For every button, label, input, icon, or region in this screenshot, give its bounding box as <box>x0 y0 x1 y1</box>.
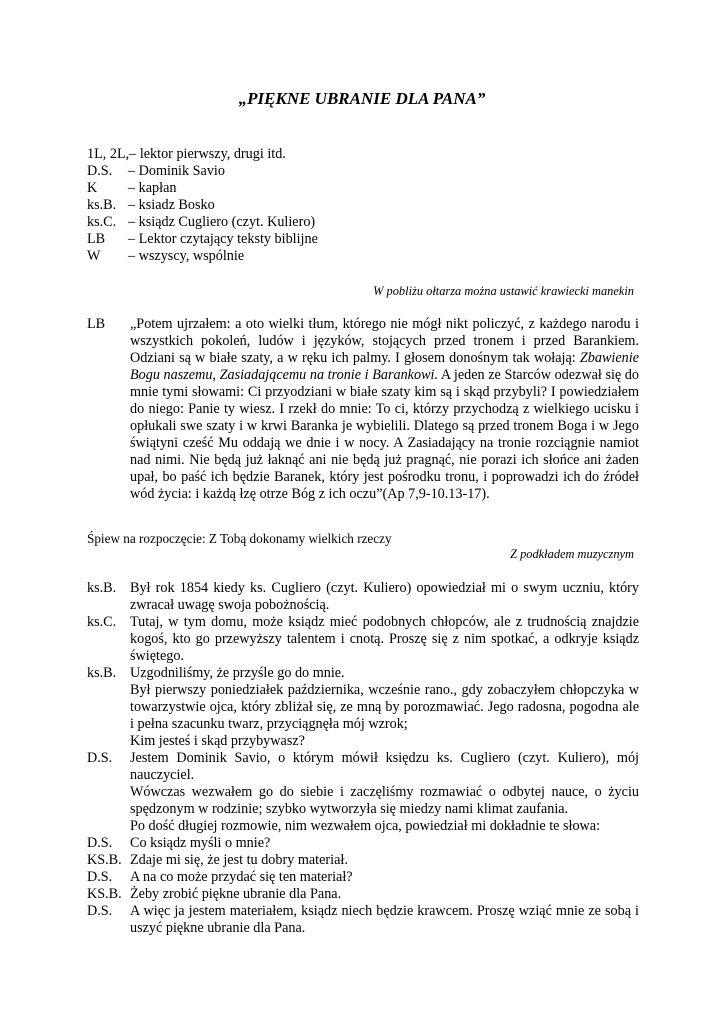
reading-quote-italic: Zbawienie Bogu naszemu, Zasiadającemu na tronie i Barankowi. <box>130 350 639 383</box>
speaker-label: ks.B. <box>87 665 117 681</box>
legend-row <box>87 214 647 231</box>
dialog-section <box>87 580 639 937</box>
reading-text-part: A jeden ze Starców odezwał się do mnie tymi słowami: Ci przyodziani w białe szaty kim są i skąd przybyli? I powiedziałem do niego: Panie ty wiesz. I rzekł do mnie: To ci, którzy przychodzą z wielkiego ucisku i opłukali swe szaty i w krwi Baranka je wybielili. Dlatego są przed tronem Boga i w Jego świątyni cześć Mu oddają we dnie i w nocy. A Zasiadający na tronie rozciągnie namiot nad nimi. Nie będą już łaknąć ani nie będą już pragnąć, nie porazi ich słońce ani żaden upał, bo paść ich będzie Baranek, który jest pośrodku tronu, i poprowadzi ich do źródeł wód życia: i każdą łzę otrze Bóg z ich oczu”(Ap 7,9-10.13-17). <box>130 367 639 502</box>
reading-text-part: „Potem ujrzałem: a oto wielki tłum, którego nie mógł nikt policzyć, z każdego narodu i wszystkich pokoleń, ludów i języków, stojących przed tronem i przed Barankiem. Odziani są w białe szaty, a w ręku ich palmy. I głosem donośnym tak wołają: <box>130 316 639 366</box>
dialog-line: Żeby zrobić piękne ubranie dla Pana. <box>130 886 342 902</box>
dialog-entry <box>87 869 639 886</box>
dialog-line: A więc ja jestem materiałem, ksiądz niech będzie krawcem. Proszę wziąć mnie ze sobą i uszyć piękne ubranie dla Pana. <box>130 903 639 936</box>
reading-entry <box>87 316 639 503</box>
dialog-text <box>130 665 639 750</box>
legend-desc: – wszyscy, wspólnie <box>128 248 245 264</box>
dialog-entry <box>87 750 639 835</box>
dialog-line: Uzgodniliśmy, że przyśle go do mnie. <box>130 665 345 681</box>
dialog-text <box>130 750 639 835</box>
legend-abbr: W <box>87 248 101 264</box>
speaker-label: ks.B. <box>87 580 117 596</box>
legend-row <box>87 180 647 197</box>
speaker-label: D.S. <box>87 869 113 885</box>
dialog-text <box>130 903 639 937</box>
dialog-line: Po dość długiej rozmowie, nim wezwałem ojca, powiedział mi dokładnie te słowa: <box>130 818 601 834</box>
reading-text <box>130 316 639 503</box>
dialog-text <box>130 869 639 886</box>
dialog-entry <box>87 903 639 937</box>
dialog-entry <box>87 580 639 614</box>
stage-note-music: Z podkładem muzycznym <box>510 547 634 561</box>
legend-row <box>87 163 647 180</box>
dialog-text <box>130 852 639 869</box>
dialog-line: Zdaje mi się, że jest tu dobry materiał. <box>130 852 348 868</box>
opening-song: Śpiew na rozpoczęcie: Z Tobą dokonamy wielkich rzeczy <box>87 531 392 546</box>
page-title: „PIĘKNE UBRANIE DLA PANA” <box>238 89 486 108</box>
dialog-line: Tutaj, w tym domu, może ksiądz mieć podobnych chłopców, ale z trudnością znajdzie kogoś, kto go przewyższy talentem i cnotą. Proszę się z nim spotkać, a odkryje ksiądz świętego. <box>130 614 639 664</box>
dialog-entry <box>87 614 639 665</box>
bible-reading <box>87 316 639 503</box>
dialog-entry <box>87 835 639 852</box>
dialog-entry <box>87 886 639 903</box>
legend-row <box>87 197 647 214</box>
dialog-entry <box>87 665 639 750</box>
dialog-line: Kim jesteś i skąd przybywasz? <box>130 733 305 749</box>
legend-desc: – kapłan <box>128 180 177 196</box>
legend-abbr: D.S. <box>87 163 113 179</box>
legend-desc: – ksiądz Cugliero (czyt. Kuliero) <box>128 214 316 230</box>
speaker-label: D.S. <box>87 750 113 766</box>
speaker-label: ks.C. <box>87 614 117 630</box>
dialog-line: Wówczas wezwałem go do siebie i zaczęliśmy rozmawiać o odbytej nauce, o życiu spędzonym w rodzinie; szybko wytworzyła się miedzy nami klimat zaufania. <box>130 784 639 817</box>
stage-note-mannequin: W pobliżu ołtarza można ustawić krawiecki manekin <box>373 284 634 298</box>
legend-desc: – lektor pierwszy, drugi itd. <box>129 146 286 162</box>
legend-abbr: ks.C. <box>87 214 117 230</box>
speaker-label: D.S. <box>87 903 113 919</box>
dialog-line: Jestem Dominik Savio, o którym mówił księdzu ks. Cugliero (czyt. Kuliero), mój nauczyciel. <box>130 750 639 783</box>
dialog-text <box>130 614 639 665</box>
legend-desc: – Lektor czytający teksty biblijne <box>128 231 318 247</box>
legend-abbr: LB <box>87 231 106 247</box>
dialog-line: Był pierwszy poniedziałek października, wcześnie rano., gdy zobaczyłem chłopczyka w towarzystwie ojca, który zbliżał się, ze mną by porozmawiać. Jego radosna, pogodna ale i pełna szacunku twarz, przyciągnęła mój wzrok; <box>130 682 639 732</box>
legend-row <box>87 248 647 265</box>
dialog-text <box>130 580 639 614</box>
legend-row <box>87 231 647 248</box>
legend-desc: – ksiadz Bosko <box>128 197 215 213</box>
speaker-label: LB <box>87 316 106 332</box>
dialog-text <box>130 886 639 903</box>
legend-desc: – Dominik Savio <box>128 163 225 179</box>
dialog-line: A na co może przydać się ten materiał? <box>130 869 353 885</box>
dialog-text <box>130 835 639 852</box>
dialog-line: Co ksiądz myśli o mnie? <box>130 835 271 851</box>
speaker-label: KS.B. <box>87 886 122 902</box>
legend-abbr: K <box>87 180 98 196</box>
legend-row <box>87 146 647 163</box>
dialog-entry <box>87 852 639 869</box>
legend-abbr: ks.B. <box>87 197 117 213</box>
speaker-label: D.S. <box>87 835 113 851</box>
role-legend <box>87 146 647 265</box>
legend-abbr: 1L, 2L, <box>87 146 130 162</box>
dialog-line: Był rok 1854 kiedy ks. Cugliero (czyt. Kuliero) opowiedział mi o swym uczniu, który zwracał uwagę swoja pobożnością. <box>130 580 639 613</box>
speaker-label: KS.B. <box>87 852 122 868</box>
